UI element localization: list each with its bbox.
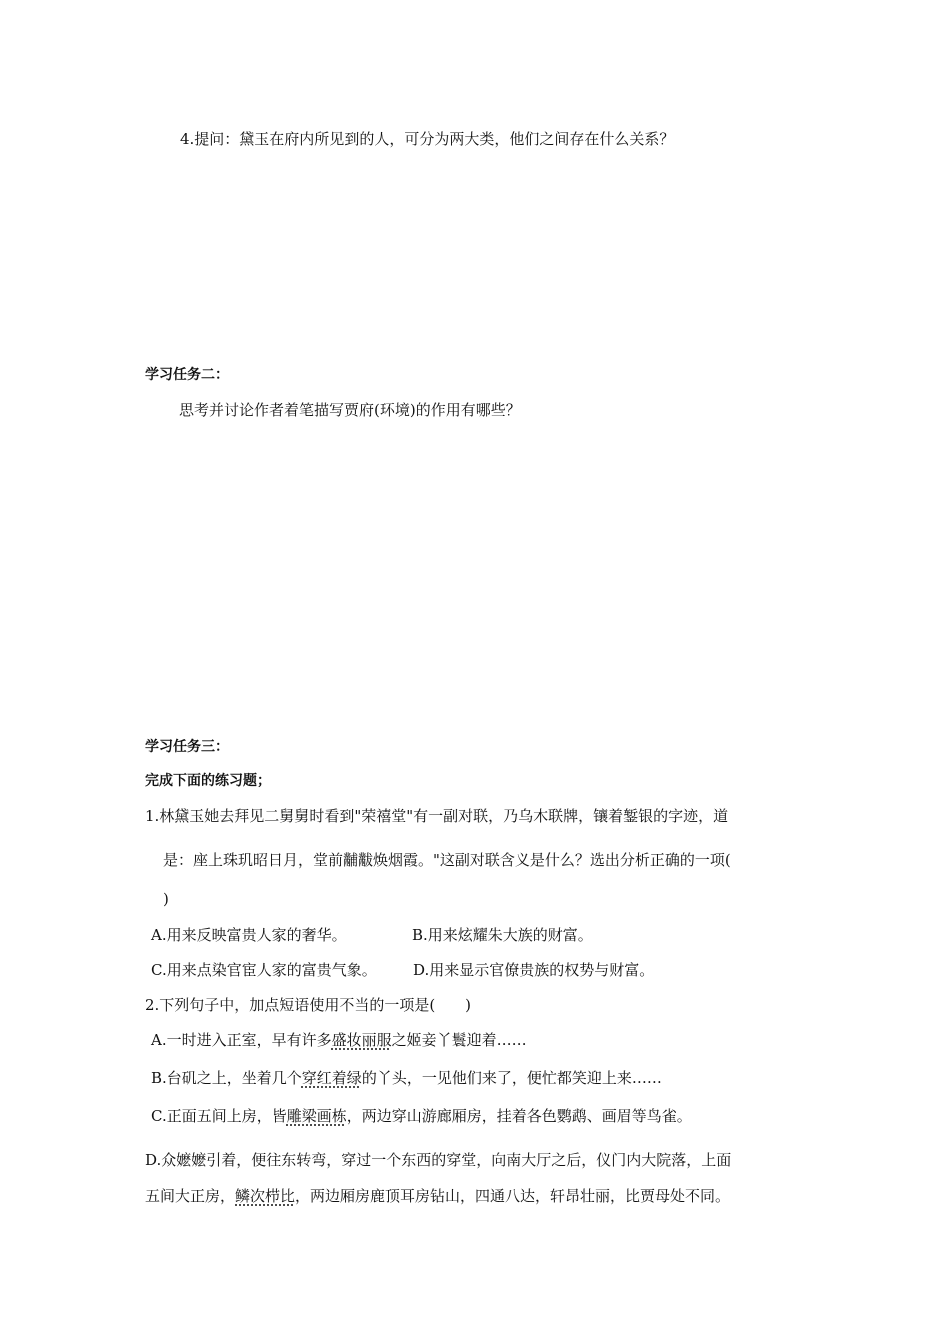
option-d-marked-phrase: 鳞次栉比 (235, 1187, 296, 1205)
option-a-text-end: 之姬妾丫鬟迎着…… (391, 1031, 527, 1049)
exercise-2-option-c (151, 1106, 692, 1126)
exercise-1-option-d: D.用来显示官僚贵族的权势与财富。 (413, 961, 655, 979)
exercise-2-option-d-line-1: D.众嬷嬷引着，便往东转弯，穿过一个东西的穿堂，向南大厅之后，仪门内大院落，上面 (145, 1151, 732, 1169)
exercise-1-line-1: 1.林黛玉她去拜见二舅舅时看到"荣禧堂"有一副对联，乃乌木联牌，镶着錾银的字迹，道 (145, 807, 729, 825)
exercise-2-option-d-line-2 (145, 1186, 730, 1206)
option-c-marked-phrase: 雕梁画栋 (286, 1107, 347, 1125)
option-d-text-end: ，两边厢房鹿顶耳房钻山，四通八达，轩昂壮丽，比贾母处不同。 (295, 1187, 731, 1205)
exercise-1-line-3: ) (163, 890, 169, 908)
option-b-text-end: 的丫头，一见他们来了，便忙都笑迎上来…… (361, 1069, 662, 1087)
exercise-2-option-a (151, 1030, 527, 1050)
exercise-2-stem: 2.下列句子中，加点短语使用不当的一项是( ) (145, 996, 472, 1014)
option-b-text: B.台矶之上，坐着几个 (151, 1069, 302, 1087)
task-3-heading: 学习任务三： (145, 739, 229, 755)
exercise-2-option-b (151, 1068, 662, 1088)
option-a-marked-phrase: 盛妆丽服 (331, 1031, 392, 1049)
exercise-1-option-b: B.用来炫耀朱大族的财富。 (412, 926, 593, 944)
option-c-text: C.正面五间上房，皆 (151, 1107, 287, 1125)
task-3-subheading: 完成下面的练习题； (145, 773, 271, 789)
option-c-text-end: ，两边穿山游廊厢房，挂着各色鹦鹉、画眉等鸟雀。 (346, 1107, 692, 1125)
question-4: 4.提问：黛玉在府内所见到的人，可分为两大类，他们之间存在什么关系？ (180, 130, 675, 148)
exercise-1-option-a: A.用来反映富贵人家的奢华。 (151, 926, 347, 944)
option-d-text: 五间大正房， (145, 1187, 236, 1205)
option-a-text: A.一时进入正室，早有许多 (151, 1031, 332, 1049)
task-2-heading: 学习任务二： (145, 367, 229, 383)
task-2-prompt: 思考并讨论作者着笔描写贾府(环境)的作用有哪些？ (179, 401, 521, 419)
exercise-1-line-2: 是：座上珠玑昭日月，堂前黼黻焕烟霞。"这副对联含义是什么？选出分析正确的一项( (163, 851, 731, 869)
exercise-1-option-c: C.用来点染官宦人家的富贵气象。 (151, 961, 377, 979)
option-b-marked-phrase: 穿红着绿 (301, 1069, 362, 1087)
